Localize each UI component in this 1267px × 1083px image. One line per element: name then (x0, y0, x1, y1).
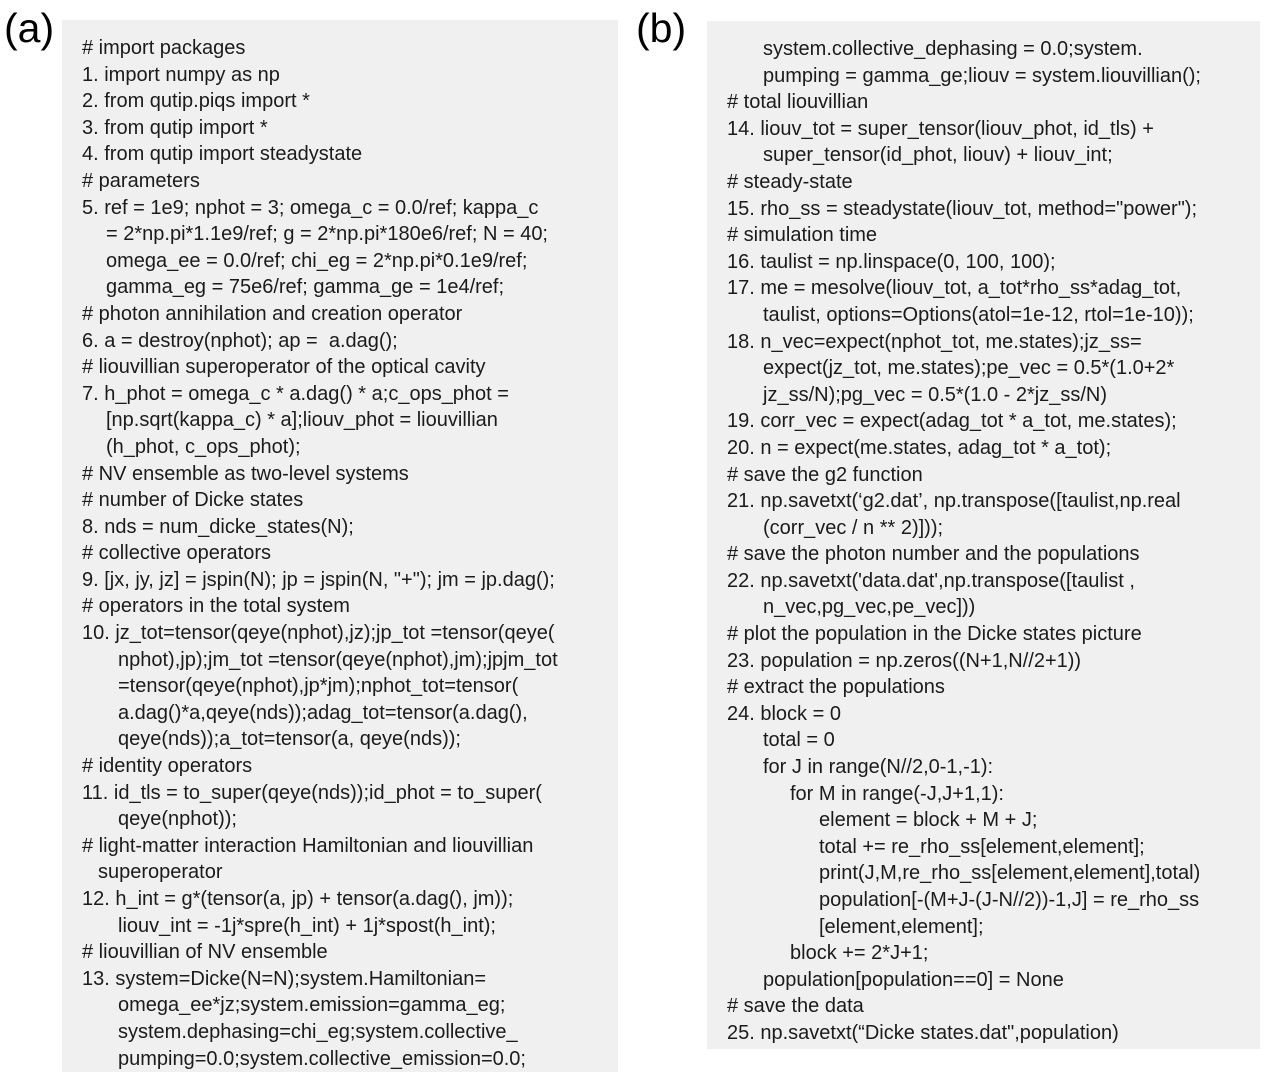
code-line: for M in range(-J,J+1,1): (790, 782, 1004, 805)
code-line: 10. jz_tot=tensor(qeye(nphot),jz);jp_tot =tensor(qeye( (82, 622, 555, 645)
code-line: 3. from qutip import * (82, 116, 268, 139)
code-line: # parameters (82, 169, 200, 192)
code-line: # steady-state (727, 170, 853, 193)
code-line: # save the data (727, 995, 864, 1018)
code-line: for J in range(N//2,0-1,-1): (763, 756, 994, 779)
code-line: population[-(M+J-(J-N//2))-1,J] = re_rho_ss (819, 889, 1200, 911)
code-line: (h_phot, c_ops_phot); (106, 435, 301, 458)
code-line: pumping = gamma_ge;liouv = system.liouvillian(); (763, 64, 1201, 87)
code-line: 13. system=Dicke(N=N);system.Hamiltonian= (82, 967, 487, 990)
code-line: # save the photon number and the populations (727, 543, 1140, 566)
code-line: # total liouvillian (727, 91, 869, 114)
code-line: 21. np.savetxt(‘g2.dat’, np.transpose([taulist,np.real (727, 490, 1181, 513)
code-line: # liouvillian superoperator of the optical cavity (82, 356, 486, 379)
code-line: 23. population = np.zeros((N+1,N//2+1)) (727, 649, 1082, 672)
code-line: # simulation time (727, 224, 878, 247)
code-line: # light-matter interaction Hamiltonian and liouvillian (82, 834, 534, 857)
code-line: =tensor(qeye(nphot),jp*jm);nphot_tot=tensor( (118, 675, 519, 698)
code-line: liouv_int = -1j*spre(h_int) + 1j*spost(h_int); (118, 914, 496, 937)
code-line: # photon annihilation and creation operator (82, 302, 463, 325)
code-line: n_vec,pg_vec,pe_vec])) (763, 596, 976, 619)
code-line: 8. nds = num_dicke_states(N); (82, 515, 354, 538)
code-line: # NV ensemble as two-level systems (82, 462, 409, 485)
code-line: super_tensor(id_phot, liouv) + liouv_int; (763, 144, 1113, 167)
panel-a-code-listing (62, 20, 618, 1072)
code-line: omega_ee*jz;system.emission=gamma_eg; (118, 994, 506, 1017)
panel-a-label: (a) (4, 5, 55, 51)
code-line: 25. np.savetxt(“Dicke states.dat",population) (727, 1021, 1119, 1044)
code-line: a.dag()*a,qeye(nds));adag_tot=tensor(a.dag(), (118, 701, 528, 724)
code-line: 2. from qutip.piqs import * (82, 90, 310, 113)
code-line: omega_ee = 0.0/ref; chi_eg = 2*np.pi*0.1e9/ref; (106, 249, 528, 272)
code-line: print(J,M,re_rho_ss[element,element],total) (819, 862, 1201, 885)
code-line: 17. me = mesolve(liouv_tot, a_tot*rho_ss*adag_tot, (727, 277, 1182, 300)
code-line: pumping=0.0;system.collective_emission=0.0; (118, 1047, 526, 1070)
code-line: taulist, options=Options(atol=1e-12, rtol=1e-10)); (763, 303, 1194, 326)
code-line: 15. rho_ss = steadystate(liouv_tot, method="power"); (727, 197, 1198, 220)
code-line: qeye(nphot)); (118, 808, 237, 831)
code-line: # collective operators (82, 542, 271, 565)
code-line: 5. ref = 1e9; nphot = 3; omega_c = 0.0/ref; kappa_c (82, 196, 539, 219)
code-line: = 2*np.pi*1.1e9/ref; g = 2*np.pi*180e6/ref; N = 40; (106, 223, 548, 246)
code-line: 22. np.savetxt('data.dat',np.transpose([taulist , (727, 569, 1135, 592)
code-line: nphot),jp);jm_tot =tensor(qeye(nphot),jm);jpjm_tot (118, 648, 558, 671)
panel-b-code-listing (707, 21, 1260, 1049)
code-line: 1. import numpy as np (82, 63, 280, 86)
code-line: gamma_eg = 75e6/ref; gamma_ge = 1e4/ref; (106, 276, 505, 299)
code-line: expect(jz_tot, me.states);pe_vec = 0.5*(1.0+2* (763, 357, 1175, 380)
code-line: 16. taulist = np.linspace(0, 100, 100); (727, 250, 1056, 273)
code-line: system.dephasing=chi_eg;system.collective_ (118, 1020, 518, 1043)
code-line: 7. h_phot = omega_c * a.dag() * a;c_ops_phot = (82, 382, 509, 405)
code-line: # extract the populations (727, 676, 945, 699)
code-line: 24. block = 0 (727, 702, 841, 725)
code-line: 11. id_tls = to_super(qeye(nds));id_phot = to_super( (82, 781, 542, 804)
code-line: block += 2*J+1; (790, 942, 929, 965)
code-line: element = block + M + J; (819, 809, 1038, 832)
code-line: 4. from qutip import steadystate (82, 143, 363, 166)
code-line: total = 0 (763, 729, 835, 752)
code-line: superoperator (98, 861, 223, 884)
code-line: [element,element]; (819, 915, 984, 938)
code-line: 14. liouv_tot = super_tensor(liouv_phot, id_tls) + (727, 117, 1154, 140)
code-line: # identity operators (82, 755, 253, 778)
code-line: 20. n = expect(me.states, adag_tot * a_tot); (727, 436, 1112, 459)
code-line: # plot the population in the Dicke states picture (727, 623, 1142, 646)
code-line: 19. corr_vec = expect(adag_tot * a_tot, me.states); (727, 410, 1177, 433)
code-line: # import packages (82, 37, 246, 59)
code-line: [np.sqrt(kappa_c) * a];liouv_phot = liouvillian (106, 409, 498, 432)
code-line: 12. h_int = g*(tensor(a, jp) + tensor(a.dag(), jm)); (82, 888, 514, 910)
code-line: system.collective_dephasing = 0.0;system. (763, 38, 1143, 60)
code-line: # liouvillian of NV ensemble (82, 941, 328, 964)
code-line: (corr_vec / n ** 2)])); (763, 516, 944, 539)
code-line: # save the g2 function (727, 463, 923, 486)
code-line: population[population==0] = None (763, 968, 1064, 991)
code-line: 18. n_vec=expect(nphot_tot, me.states);jz_ss= (727, 330, 1142, 353)
code-line: jz_ss/N);pg_vec = 0.5*(1.0 - 2*jz_ss/N) (763, 383, 1108, 406)
code-line: # number of Dicke states (82, 489, 304, 512)
code-line: 6. a = destroy(nphot); ap = a.dag(); (82, 329, 398, 352)
code-line: total += re_rho_ss[element,element]; (819, 835, 1145, 858)
panel-b-label: (b) (636, 5, 687, 51)
code-line: # operators in the total system (82, 595, 350, 618)
code-line: qeye(nds));a_tot=tensor(a, qeye(nds)); (118, 728, 461, 751)
code-line: 9. [jx, jy, jz] = jspin(N); jp = jspin(N, "+"); jm = jp.dag(); (82, 568, 555, 591)
